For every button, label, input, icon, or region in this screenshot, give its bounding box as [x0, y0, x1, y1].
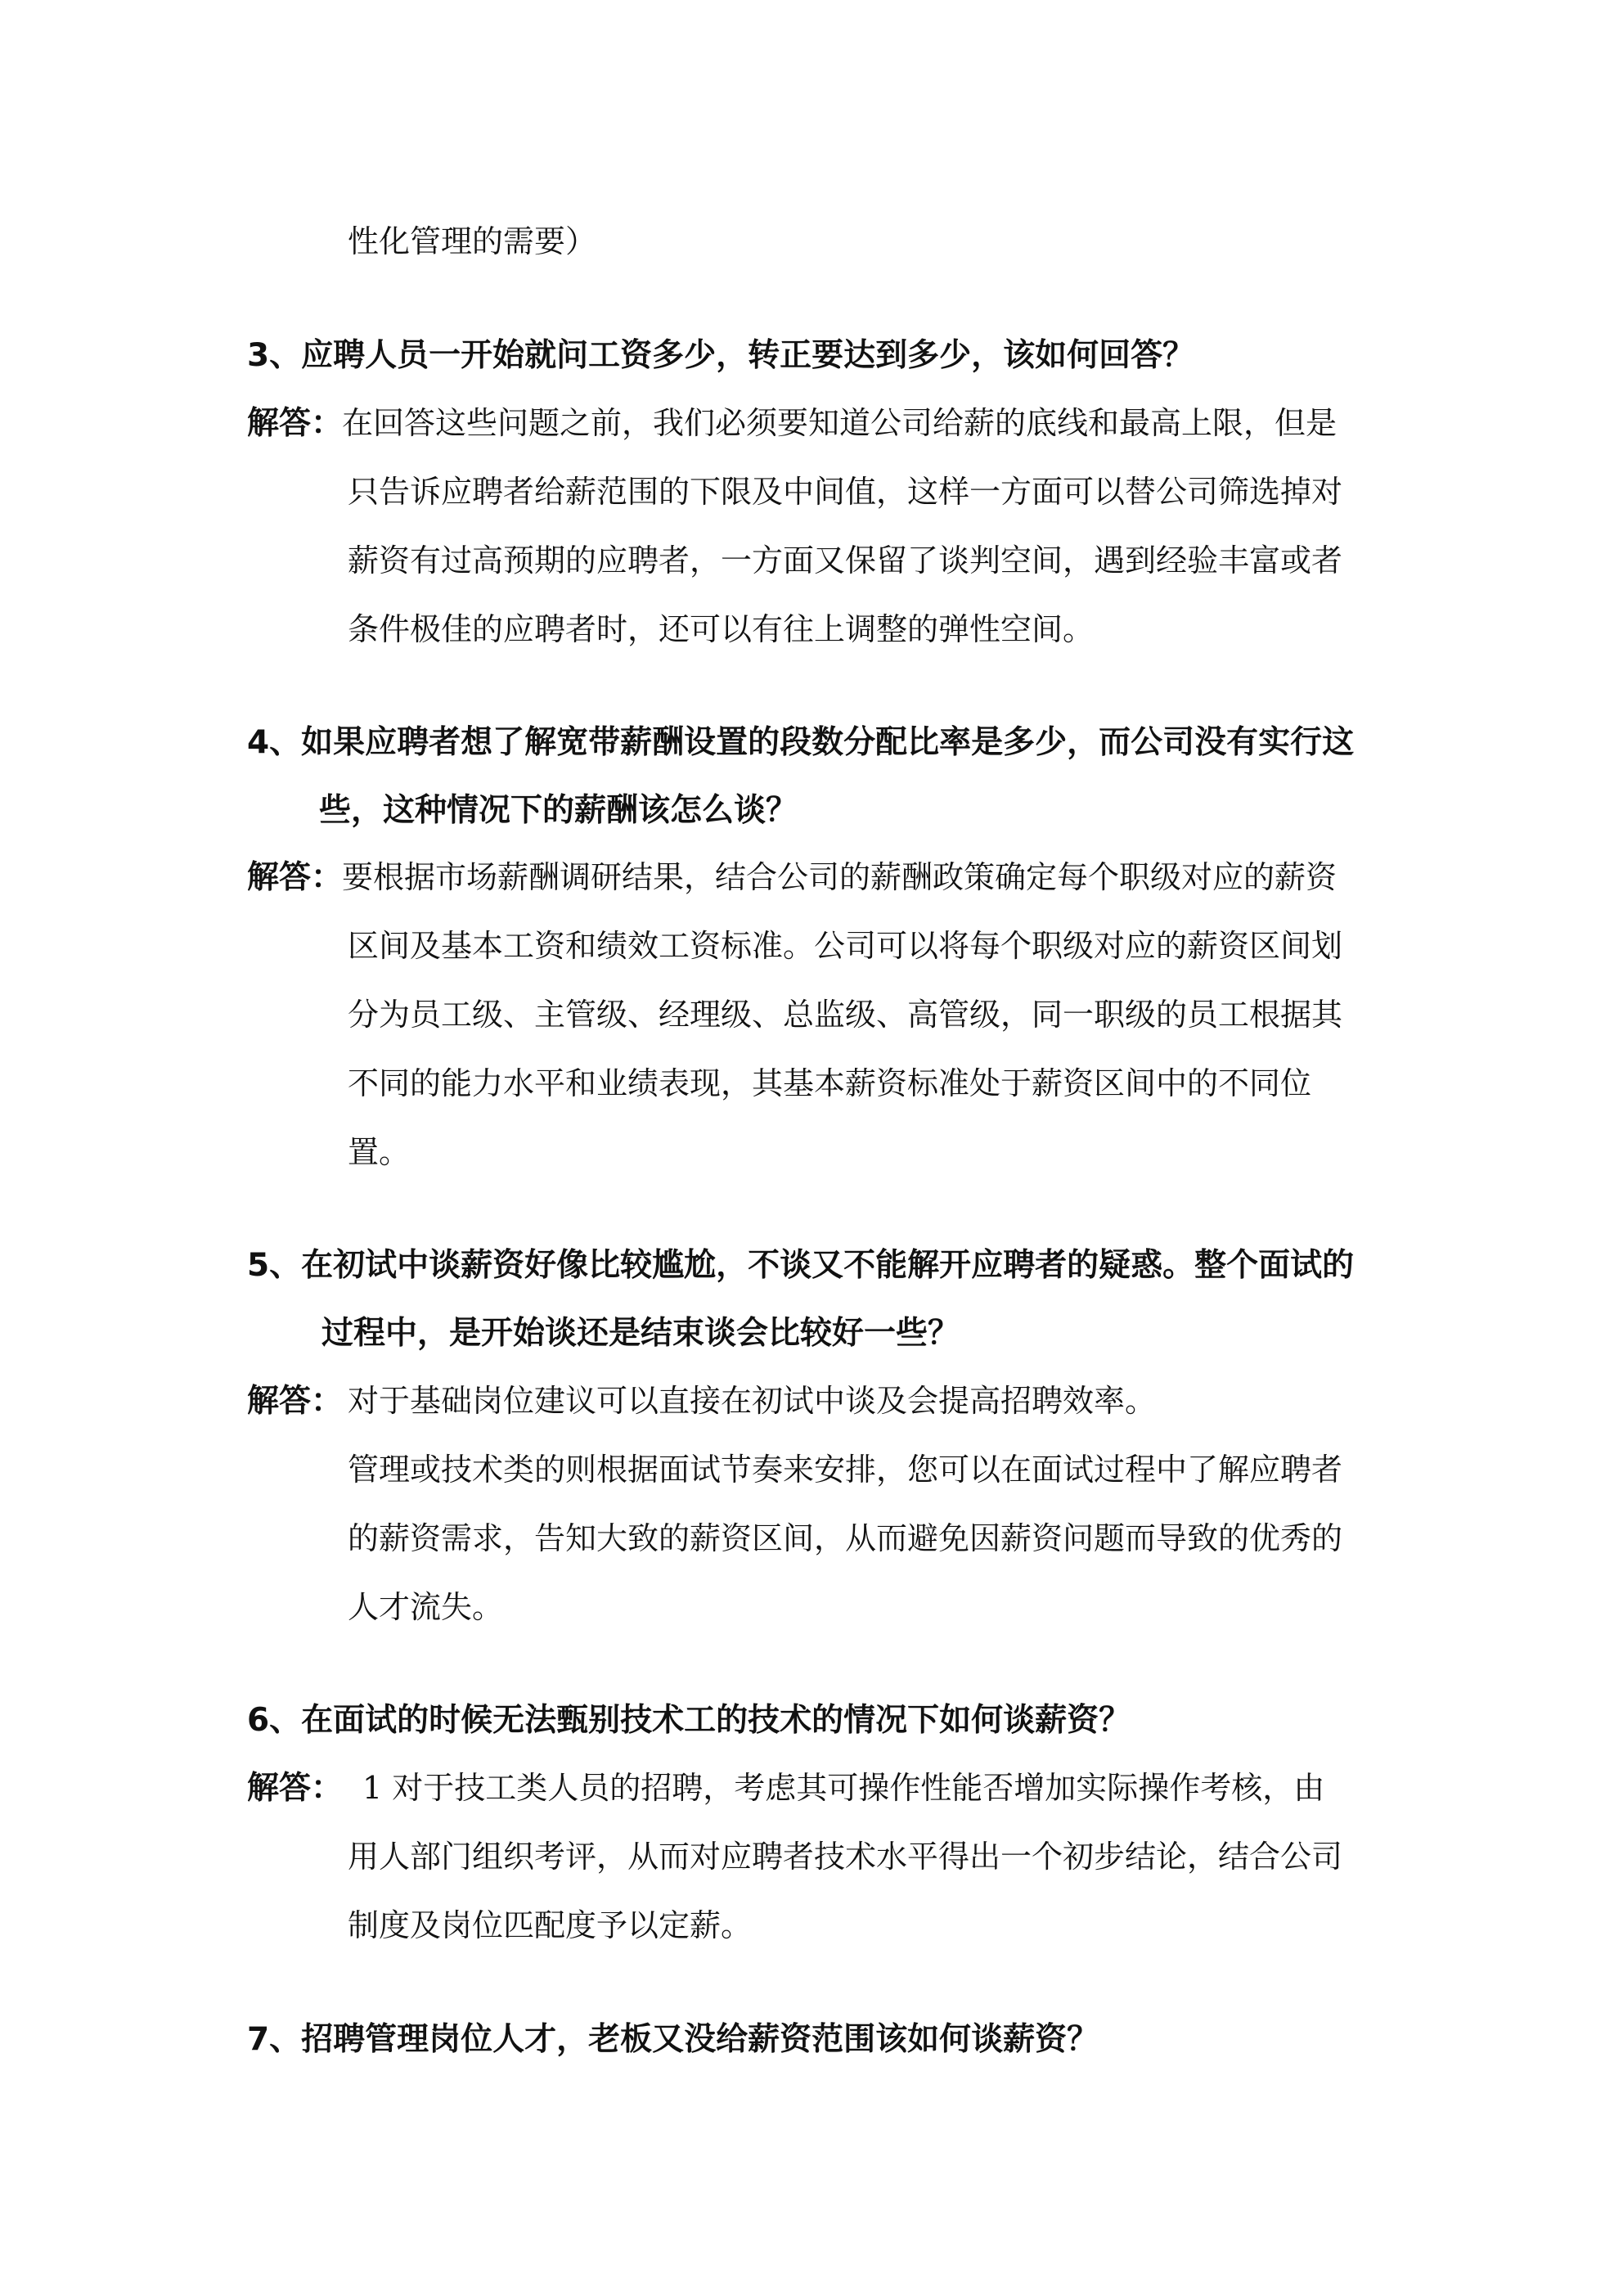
answer-3-line-3: 薪资有过高预期的应聘者，一方面又保留了谈判空间，遇到经验丰富或者 [348, 542, 1343, 579]
answer-5-line-1: 对于基础岗位建议可以直接在初试中谈及会提高招聘效率。 [348, 1383, 1157, 1419]
answer-6-line-2: 用人部门组织考评，从而对应聘者技术水平得出一个初步结论，结合公司 [348, 1839, 1343, 1875]
answer-4-line-2: 区间及基本工资和绩效工资标准。公司可以将每个职级对应的薪资区间划 [348, 928, 1343, 964]
answer-4-label: 解答： [247, 859, 344, 896]
answer-4-line-3: 分为员工级、主管级、经理级、总监级、高管级，同一职级的员工根据其 [348, 997, 1343, 1033]
paragraph-continuation: 性化管理的需要） [348, 223, 597, 259]
answer-5-line-3: 的薪资需求，告知大致的薪资区间，从而避免因薪资问题而导致的优秀的 [348, 1520, 1343, 1556]
question-4-heading-line-2: 些，这种情况下的薪酬该怎么谈？ [319, 792, 798, 829]
answer-5-label: 解答： [247, 1383, 344, 1420]
question-7-heading: 7、招聘管理岗位人才，老板又没给薪资范围该如何谈薪资？ [247, 2021, 1099, 2058]
answer-4-line-5: 置。 [348, 1134, 411, 1170]
answer-6-label: 解答： [247, 1770, 344, 1807]
answer-6-line-3: 制度及岗位匹配度予以定薪。 [348, 1907, 753, 1943]
answer-5-line-2: 管理或技术类的则根据面试节奏来安排，您可以在面试过程中了解应聘者 [348, 1452, 1343, 1488]
question-4-heading-line-1: 4、如果应聘者想了解宽带薪酬设置的段数分配比率是多少，而公司没有实行这 [247, 724, 1355, 761]
question-3-heading: 3、应聘人员一开始就问工资多少，转正要达到多少，该如何回答？ [247, 337, 1195, 374]
answer-5-line-4: 人才流失。 [348, 1589, 504, 1625]
answer-3-label: 解答： [247, 405, 344, 442]
answer-3-line-1: 在回答这些问题之前，我们必须要知道公司给薪的底线和最高上限，但是 [342, 405, 1338, 441]
answer-6-line-1: 1 对于技工类人员的招聘，考虑其可操作性能否增加实际操作考核，由 [362, 1770, 1325, 1806]
question-6-heading: 6、在面试的时候无法甄别技术工的技术的情况下如何谈薪资？ [247, 1702, 1131, 1739]
answer-3-line-4: 条件极佳的应聘者时，还可以有往上调整的弹性空间。 [348, 611, 1095, 647]
answer-3-line-2: 只告诉应聘者给薪范围的下限及中间值，这样一方面可以替公司筛选掉对 [348, 474, 1343, 510]
question-5-heading-line-2: 过程中，是开始谈还是结束谈会比较好一些？ [321, 1315, 960, 1352]
question-5-heading-line-1: 5、在初试中谈薪资好像比较尴尬，不谈又不能解开应聘者的疑惑。整个面试的 [247, 1247, 1355, 1284]
answer-4-line-1: 要根据市场薪酬调研结果，结合公司的薪酬政策确定每个职级对应的薪资 [342, 859, 1338, 895]
answer-4-line-4: 不同的能力水平和业绩表现，其基本薪资标准处于薪资区间中的不同位 [348, 1065, 1312, 1101]
